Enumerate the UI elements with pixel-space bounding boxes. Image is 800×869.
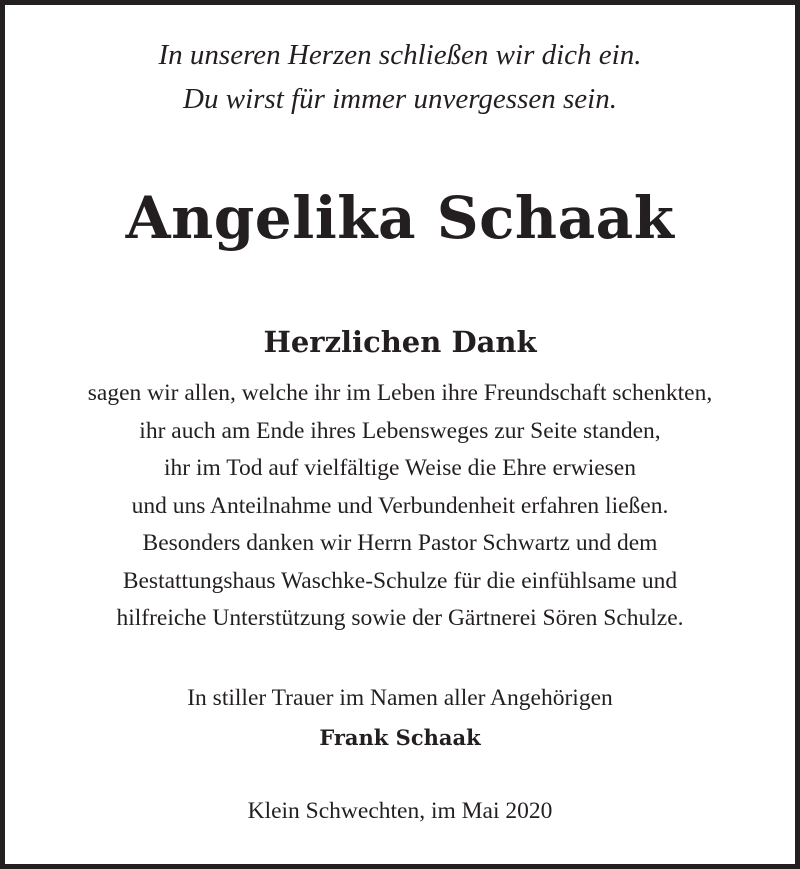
place-and-date: Klein Schwechten, im Mai 2020 (247, 798, 553, 824)
message-line-3: ihr im Tod auf vielfältige Weise die Ehre erwiesen (164, 455, 636, 481)
message-line-7: hilfreiche Unterstützung sowie der Gärtnerei Sören Schulze. (116, 605, 684, 631)
message-line-1: sagen wir allen, welche ihr im Leben ihre Freundschaft schenkten, (87, 380, 713, 406)
deceased-name: Angelika Schaak (125, 184, 675, 252)
closing-line: In stiller Trauer im Namen aller Angehörigen (187, 685, 613, 711)
memorial-verse (5, 33, 795, 121)
obituary-notice (5, 5, 795, 864)
signer-name: Frank Schaak (319, 725, 481, 750)
message-line-4: und uns Anteilnahme und Verbundenheit erfahren ließen. (131, 492, 669, 519)
message-line-5: Besonders danken wir Herrn Pastor Schwartz und dem (142, 530, 658, 556)
verse-line-1: In unseren Herzen schließen wir dich ein. (158, 39, 642, 71)
thanks-heading: Herzlichen Dank (263, 325, 537, 359)
message-line-2: ihr auch am Ende ihres Lebensweges zur Seite standen, (139, 417, 661, 444)
thanks-message (5, 375, 795, 638)
message-line-6: Bestattungshaus Waschke-Schulze für die einfühlsame und (122, 567, 678, 594)
verse-line-2: Du wirst für immer unvergessen sein. (183, 83, 617, 115)
